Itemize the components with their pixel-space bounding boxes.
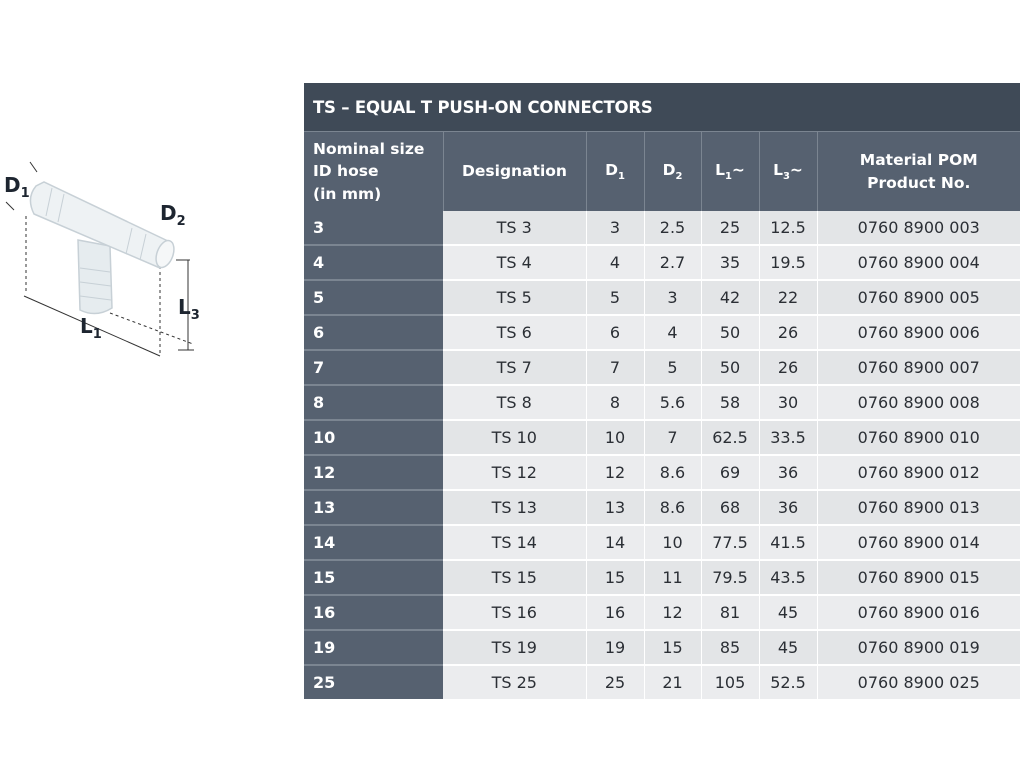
cell-designation: TS 8 (443, 385, 586, 420)
l3-label: $L_3$ (178, 295, 200, 323)
cell-product: 0760 8900 004 (817, 245, 1020, 280)
table-title: TS – EQUAL T PUSH-ON CONNECTORS (304, 83, 1020, 131)
cell-size: 5 (304, 280, 443, 315)
cell-d2: 5.6 (644, 385, 701, 420)
cell-d2: 2.7 (644, 245, 701, 280)
cell-product: 0760 8900 006 (817, 315, 1020, 350)
cell-product: 0760 8900 010 (817, 420, 1020, 455)
table-row (304, 490, 1020, 525)
cell-l3: 41.5 (759, 525, 817, 560)
cell-d2: 8.6 (644, 455, 701, 490)
cell-d2: 21 (644, 665, 701, 699)
cell-d2: 4 (644, 315, 701, 350)
table-row (304, 385, 1020, 420)
table-row (304, 525, 1020, 560)
cell-designation: TS 6 (443, 315, 586, 350)
cell-size: 7 (304, 350, 443, 385)
table-row (304, 595, 1020, 630)
cell-d1: 19 (586, 630, 644, 665)
table-row (304, 315, 1020, 350)
cell-l3: 30 (759, 385, 817, 420)
header-d1: $D_1$ (586, 132, 644, 212)
cell-l3: 12.5 (759, 211, 817, 245)
cell-product: 0760 8900 019 (817, 630, 1020, 665)
cell-l1: 77.5 (701, 525, 759, 560)
cell-d2: 8.6 (644, 490, 701, 525)
cell-l1: 79.5 (701, 560, 759, 595)
header-designation: Designation (443, 132, 586, 212)
cell-l3: 19.5 (759, 245, 817, 280)
cell-d2: 10 (644, 525, 701, 560)
connector-branch (78, 240, 112, 314)
cell-designation: TS 19 (443, 630, 586, 665)
cell-l1: 68 (701, 490, 759, 525)
table-row (304, 280, 1020, 315)
cell-designation: TS 4 (443, 245, 586, 280)
table-row (304, 630, 1020, 665)
header-material-product-no: Material POM Product No. (817, 132, 1020, 212)
cell-l3: 26 (759, 350, 817, 385)
cell-designation: TS 25 (443, 665, 586, 699)
cell-d1: 6 (586, 315, 644, 350)
cell-l3: 43.5 (759, 560, 817, 595)
cell-designation: TS 14 (443, 525, 586, 560)
cell-l3: 36 (759, 455, 817, 490)
cell-product: 0760 8900 012 (817, 455, 1020, 490)
cell-size: 8 (304, 385, 443, 420)
spec-table (304, 131, 1020, 699)
cell-l1: 81 (701, 595, 759, 630)
table-row (304, 350, 1020, 385)
connector-diagram (0, 150, 210, 370)
cell-l1: 50 (701, 315, 759, 350)
cell-l3: 26 (759, 315, 817, 350)
cell-product: 0760 8900 007 (817, 350, 1020, 385)
cell-designation: TS 3 (443, 211, 586, 245)
t-connector-drawing (0, 150, 210, 370)
cell-d2: 3 (644, 280, 701, 315)
cell-size: 25 (304, 665, 443, 699)
cell-designation: TS 12 (443, 455, 586, 490)
cell-l1: 69 (701, 455, 759, 490)
table-row (304, 455, 1020, 490)
cell-d1: 8 (586, 385, 644, 420)
cell-d1: 10 (586, 420, 644, 455)
cell-d1: 16 (586, 595, 644, 630)
cell-size: 10 (304, 420, 443, 455)
cell-designation: TS 15 (443, 560, 586, 595)
d1-label: $D_1$ (4, 173, 30, 201)
cell-designation: TS 7 (443, 350, 586, 385)
cell-designation: TS 5 (443, 280, 586, 315)
cell-d1: 5 (586, 280, 644, 315)
cell-l3: 45 (759, 630, 817, 665)
cell-l1: 42 (701, 280, 759, 315)
cell-size: 16 (304, 595, 443, 630)
cell-size: 3 (304, 211, 443, 245)
cell-d1: 12 (586, 455, 644, 490)
cell-size: 13 (304, 490, 443, 525)
connector-table (304, 83, 1020, 699)
cell-designation: TS 16 (443, 595, 586, 630)
cell-product: 0760 8900 015 (817, 560, 1020, 595)
cell-d2: 15 (644, 630, 701, 665)
cell-d2: 5 (644, 350, 701, 385)
cell-d1: 13 (586, 490, 644, 525)
cell-l3: 33.5 (759, 420, 817, 455)
cell-l3: 52.5 (759, 665, 817, 699)
header-l3: $L_3\sim$ (759, 132, 817, 212)
cell-l1: 35 (701, 245, 759, 280)
header-l1: $L_1\sim$ (701, 132, 759, 212)
cell-d1: 25 (586, 665, 644, 699)
cell-l3: 36 (759, 490, 817, 525)
cell-size: 15 (304, 560, 443, 595)
cell-d1: 4 (586, 245, 644, 280)
cell-l1: 50 (701, 350, 759, 385)
cell-d1: 7 (586, 350, 644, 385)
cell-d2: 2.5 (644, 211, 701, 245)
cell-product: 0760 8900 008 (817, 385, 1020, 420)
cell-designation: TS 10 (443, 420, 586, 455)
cell-d2: 7 (644, 420, 701, 455)
l1-label: $L_1$ (80, 314, 102, 342)
cell-designation: TS 13 (443, 490, 586, 525)
cell-l1: 105 (701, 665, 759, 699)
cell-d2: 12 (644, 595, 701, 630)
cell-l1: 25 (701, 211, 759, 245)
table-row (304, 245, 1020, 280)
cell-d1: 3 (586, 211, 644, 245)
cell-product: 0760 8900 014 (817, 525, 1020, 560)
cell-size: 19 (304, 630, 443, 665)
cell-product: 0760 8900 003 (817, 211, 1020, 245)
cell-l3: 45 (759, 595, 817, 630)
d2-label: $D_2$ (160, 201, 186, 229)
cell-l1: 58 (701, 385, 759, 420)
table-row (304, 665, 1020, 699)
cell-product: 0760 8900 013 (817, 490, 1020, 525)
cell-d1: 14 (586, 525, 644, 560)
cell-product: 0760 8900 025 (817, 665, 1020, 699)
cell-l1: 62.5 (701, 420, 759, 455)
cell-d2: 11 (644, 560, 701, 595)
cell-size: 6 (304, 315, 443, 350)
cell-product: 0760 8900 016 (817, 595, 1020, 630)
header-row (304, 132, 1020, 212)
cell-l1: 85 (701, 630, 759, 665)
table-row (304, 420, 1020, 455)
table-row (304, 211, 1020, 245)
cell-size: 12 (304, 455, 443, 490)
cell-l3: 22 (759, 280, 817, 315)
cell-d1: 15 (586, 560, 644, 595)
table-body (304, 211, 1020, 699)
header-d2: $D_2$ (644, 132, 701, 212)
header-nominal-size: Nominal size ID hose (in mm) (304, 132, 443, 212)
cell-size: 4 (304, 245, 443, 280)
cell-size: 14 (304, 525, 443, 560)
cell-product: 0760 8900 005 (817, 280, 1020, 315)
table-row (304, 560, 1020, 595)
